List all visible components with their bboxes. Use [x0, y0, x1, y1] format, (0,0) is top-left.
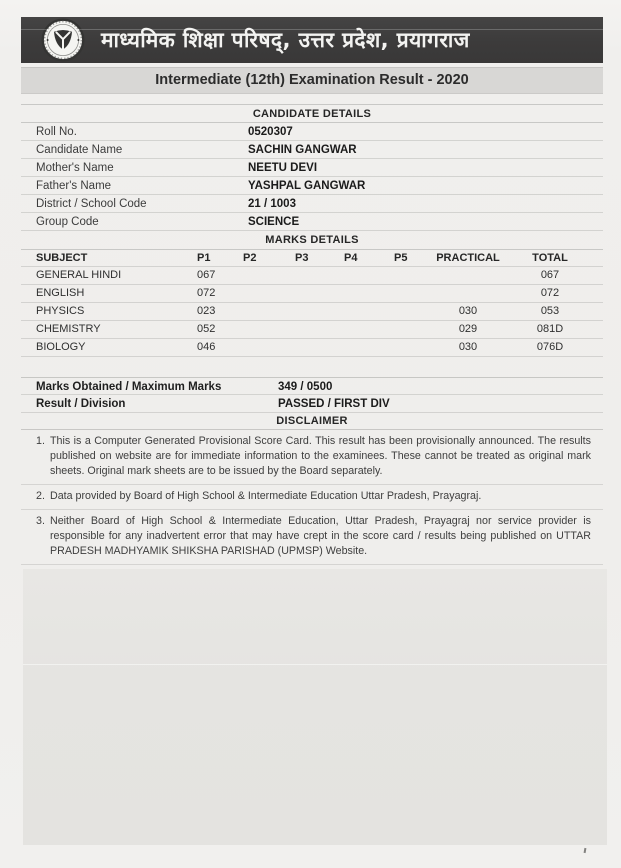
- subject-cell: PHYSICS: [36, 305, 85, 317]
- disclaimer-list: [21, 430, 603, 589]
- list-item: [21, 510, 603, 565]
- row-value: 349 / 0500: [278, 381, 333, 393]
- column-header: P4: [344, 252, 358, 264]
- row-label: Group Code: [36, 216, 99, 228]
- column-header: P5: [394, 252, 408, 264]
- row-value: PASSED / FIRST DIV: [278, 398, 390, 410]
- table-row: [21, 285, 603, 303]
- table-row: [21, 321, 603, 339]
- header-band: [21, 17, 603, 63]
- subject-cell: BIOLOGY: [36, 341, 86, 353]
- total-cell: 081D: [536, 323, 564, 335]
- column-header: TOTAL: [532, 252, 568, 264]
- table-row: [21, 141, 603, 159]
- row-value: NEETU DEVI: [248, 162, 318, 174]
- subject-cell: ENGLISH: [36, 287, 85, 299]
- p1-cell: 046: [197, 341, 216, 353]
- practical-cell: 029: [458, 323, 478, 335]
- row-value: 0520307: [248, 126, 293, 138]
- p1-cell: 067: [197, 269, 216, 281]
- row-label: Mother's Name: [36, 162, 114, 174]
- total-cell: 072: [540, 287, 560, 299]
- result-division-row: [21, 395, 603, 413]
- marks-table-header: [21, 250, 603, 267]
- table-row: [21, 123, 603, 141]
- column-header: PRACTICAL: [436, 252, 500, 264]
- disclaimer-heading: DISCLAIMER: [21, 413, 603, 430]
- p1-cell: 052: [197, 323, 216, 335]
- exam-result-subtitle: Intermediate (12th) Examination Result - 2020: [21, 67, 603, 94]
- table-row: [21, 339, 603, 357]
- column-header: P2: [243, 252, 257, 264]
- table-row: [21, 195, 603, 213]
- row-label: Marks Obtained / Maximum Marks: [36, 381, 222, 393]
- p1-cell: 072: [197, 287, 216, 299]
- subject-cell: GENERAL HINDI: [36, 269, 122, 281]
- total-cell: 067: [540, 269, 560, 281]
- row-label: Candidate Name: [36, 144, 123, 156]
- marks-obtained-row: [21, 377, 603, 395]
- item-text: Neither Board of High School & Intermediate Education, Uttar Pradesh, Prayagraj nor service provider is responsible for any inadvertent error that may have crept in the score card / results being published on UTTAR PRADESH MADHYAMIK SHIKSHA PARISHAD (UPMSP) Website.: [50, 515, 591, 557]
- list-item: [21, 485, 603, 510]
- table-row: [21, 159, 603, 177]
- item-number: 1.: [36, 435, 45, 447]
- practical-cell: 030: [458, 341, 478, 353]
- table-row: [21, 303, 603, 321]
- row-value: YASHPAL GANGWAR: [248, 180, 366, 192]
- column-header: P3: [295, 252, 309, 264]
- total-cell: 076D: [536, 341, 564, 353]
- table-row: [21, 213, 603, 231]
- row-value: SCIENCE: [248, 216, 300, 228]
- candidate-details-heading: CANDIDATE DETAILS: [21, 104, 603, 123]
- blank-scan-area: [23, 569, 607, 845]
- practical-cell: 030: [458, 305, 478, 317]
- table-row: [21, 267, 603, 285]
- row-label: District / School Code: [36, 198, 147, 210]
- upmsp-board-emblem-icon: [41, 18, 85, 62]
- p1-cell: 023: [197, 305, 216, 317]
- item-text: This is a Computer Generated Provisional Score Card. This result has been provisionally announced. The results published on website are for immediate information to the examinees. These cannot be treated as original mark sheets. Original mark sheets are to be issued by the Board separately.: [50, 435, 591, 477]
- item-text: Data provided by Board of High School & Intermediate Education Uttar Pradesh, Prayagraj.: [50, 490, 482, 502]
- row-label: Result / Division: [36, 398, 126, 410]
- row-label: Roll No.: [36, 126, 77, 138]
- row-value: SACHIN GANGWAR: [248, 144, 357, 156]
- row-value: 21 / 1003: [248, 198, 296, 210]
- marks-details-heading: MARKS DETAILS: [21, 231, 603, 250]
- table-row: [21, 177, 603, 195]
- subject-cell: CHEMISTRY: [36, 323, 101, 335]
- item-number: 2.: [36, 490, 45, 502]
- total-cell: 053: [540, 305, 560, 317]
- list-item: [21, 430, 603, 485]
- item-number: 3.: [36, 515, 45, 527]
- board-title-hindi: माध्यमिक शिक्षा परिषद्, उत्तर प्रदेश, प्रयागराज: [101, 28, 470, 52]
- column-header: P1: [197, 252, 211, 264]
- column-header: SUBJECT: [36, 252, 88, 264]
- scan-artifact-mark: [584, 848, 587, 853]
- row-label: Father's Name: [36, 180, 112, 192]
